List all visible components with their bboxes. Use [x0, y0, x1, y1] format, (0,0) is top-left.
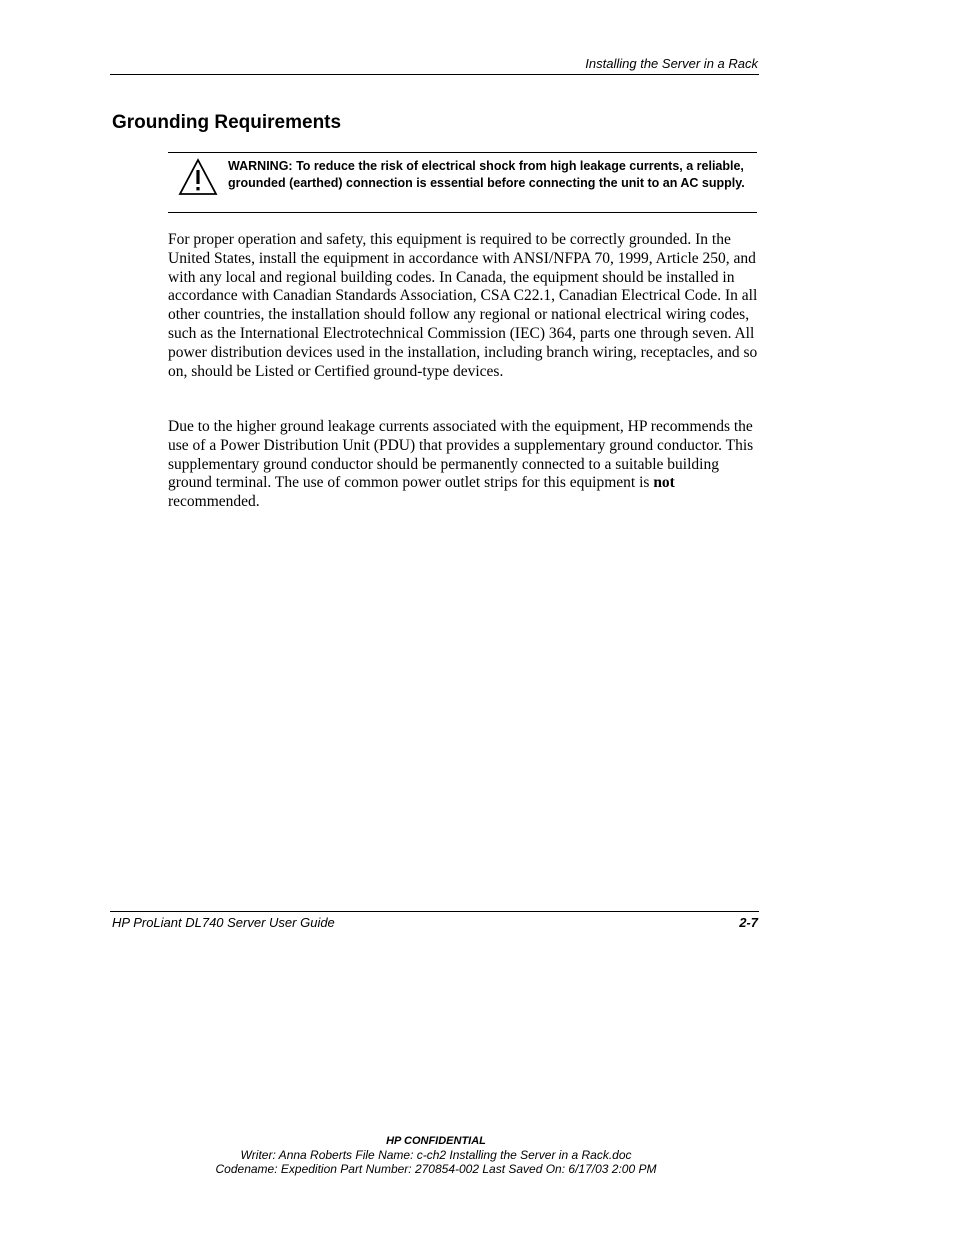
warning-box: [168, 152, 757, 213]
warning-triangle-icon: [178, 158, 218, 196]
emphasis-not: not: [653, 474, 675, 492]
paragraph-grounding: For proper operation and safety, this equipment is required to be correctly grounded. In the United States, install the equipment in accordance with ANSI/NFPA 70, 1999, Article 250, and with any local and regional building codes. In Canada, the equipment should be installed in accordance with Canadian Standards Association, CSA C22.1, Canadian Electrical Code. In all other countries, the installation should follow any regional or national electrical wiring codes, such as the International Electrotechnical Commission (IEC) 364, parts one through seven. All power distribution devices used in the installation, including branch wiring, receptacles, and so on, should be Listed or Certified ground-type devices.: [168, 231, 758, 380]
footer-guide-title: HP ProLiant DL740 Server User Guide: [112, 915, 335, 930]
warning-text: [228, 158, 758, 192]
warning-label: WARNING:: [228, 159, 293, 173]
paragraph-pdu-end: recommended.: [168, 493, 260, 511]
warning-message: To reduce the risk of electrical shock from high leakage currents, a reliable, grounded (earthed) connection is essential before connecting the unit to an AC supply.: [228, 159, 745, 190]
header-rule: [110, 74, 759, 75]
paragraph-pdu-text: Due to the higher ground leakage currents associated with the equipment, HP recommends the use of a Power Distribution Unit (PDU) that provides a supplementary ground conductor. This supplementary ground conductor should be permanently connected to a suitable building ground terminal. The use of common power outlet strips for this equipment is: [168, 418, 754, 492]
confidential-title: HP CONFIDENTIAL: [386, 1135, 486, 1147]
footer-rule: [110, 911, 759, 912]
section-title: Grounding Requirements: [112, 112, 342, 133]
running-header: Installing the Server in a Rack: [585, 56, 758, 71]
paragraph-pdu: [168, 418, 760, 512]
page-number: 2-7: [739, 915, 758, 930]
confidential-writer-line: Writer: Anna Roberts File Name: c-ch2 Installing the Server in a Rack.doc: [240, 1148, 632, 1162]
confidential-codename-line: Codename: Expedition Part Number: 270854-002 Last Saved On: 6/17/03 2:00 PM: [215, 1162, 657, 1176]
